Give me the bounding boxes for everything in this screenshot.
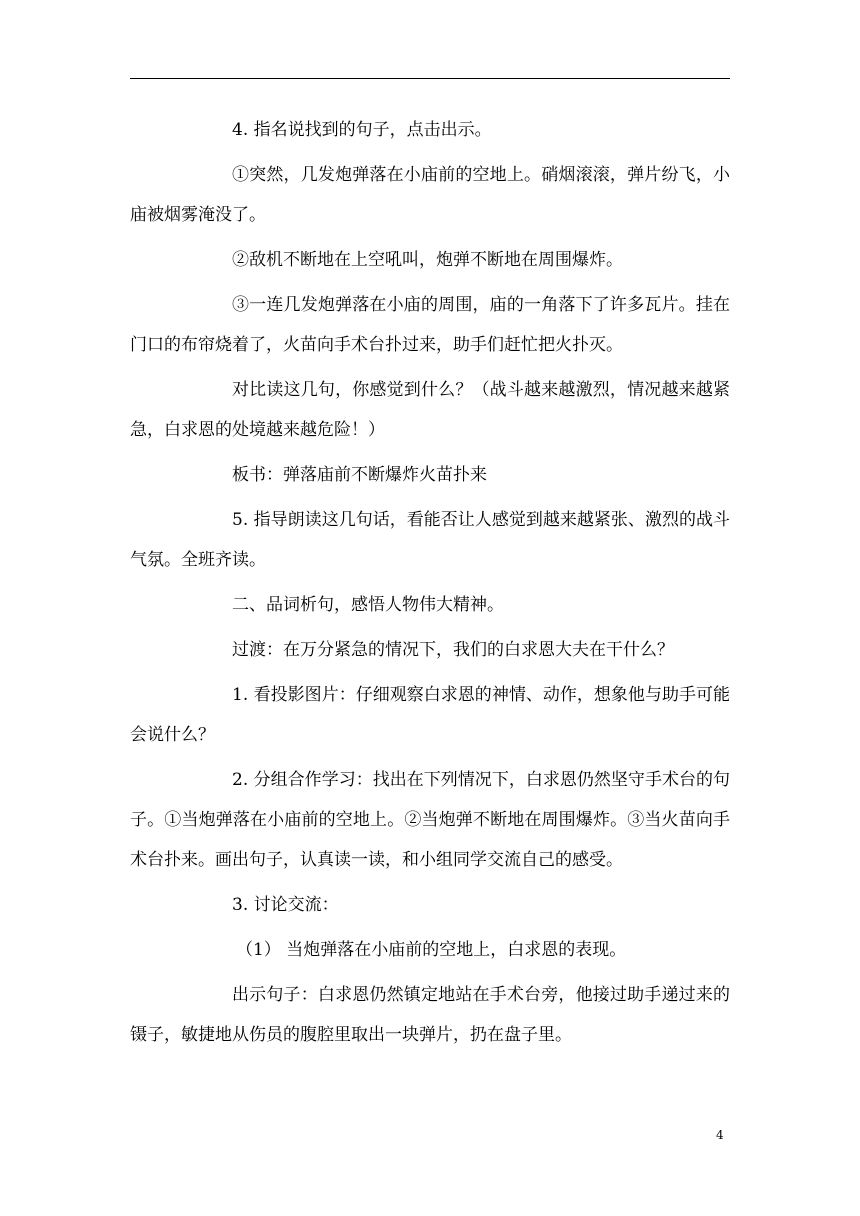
paragraph-step-3: 3. 讨论交流： xyxy=(232,895,339,915)
paragraph-step-5: 5. 指导朗读这几句话，看能否让人感觉到越来越紧张、激烈的战斗气氛。全班齐读。 xyxy=(130,510,730,570)
section-heading-2: 二、品词析句，感悟人物伟大精神。 xyxy=(232,595,504,615)
paragraph-compare-reading: 对比读这几句，你感觉到什么？（战斗越来越激烈，情况越来越紧急，白求恩的处境越来越危险！） xyxy=(130,380,730,440)
paragraph-sentence-3: ③一连几发炮弹落在小庙的周围，庙的一角落下了许多瓦片。挂在门口的布帘烧着了，火苗向手术台扑过来，助手们赶忙把火扑灭。 xyxy=(130,295,730,355)
paragraph-show-sentence: 出示句子：白求恩仍然镇定地站在手术台旁，他接过助手递过来的镊子，敏捷地从伤员的腹腔里取出一块弹片，扔在盘子里。 xyxy=(130,985,730,1045)
document-body xyxy=(130,110,730,1060)
paragraph-sub-1: （1） 当炮弹落在小庙前的空地上，白求恩的表现。 xyxy=(236,940,627,960)
paragraph-transition: 过渡：在万分紧急的情况下，我们的白求恩大夫在干什么？ xyxy=(232,640,674,660)
paragraph-blackboard: 板书：弹落庙前不断爆炸火苗扑来 xyxy=(232,465,487,485)
paragraph-step-4: 4. 指名说找到的句子，点击出示。 xyxy=(232,120,492,140)
paragraph-sentence-2: ②敌机不断地在上空吼叫，炮弹不断地在周围爆炸。 xyxy=(232,250,623,270)
paragraph-step-1: 1. 看投影图片：仔细观察白求恩的神情、动作，想象他与助手可能会说什么？ xyxy=(130,685,730,745)
page-number: 4 xyxy=(716,1128,724,1142)
paragraph-sentence-1: ①突然，几发炮弹落在小庙前的空地上。硝烟滚滚，弹片纷飞，小庙被烟雾淹没了。 xyxy=(130,165,730,225)
header-rule xyxy=(130,78,730,79)
paragraph-step-2: 2. 分组合作学习：找出在下列情况下，白求恩仍然坚守手术台的句子。①当炮弹落在小庙前的空地上。②当炮弹不断地在周围爆炸。③当火苗向手术台扑来。画出句子，认真读一读，和小组同学交流自己的感受。 xyxy=(130,770,730,870)
